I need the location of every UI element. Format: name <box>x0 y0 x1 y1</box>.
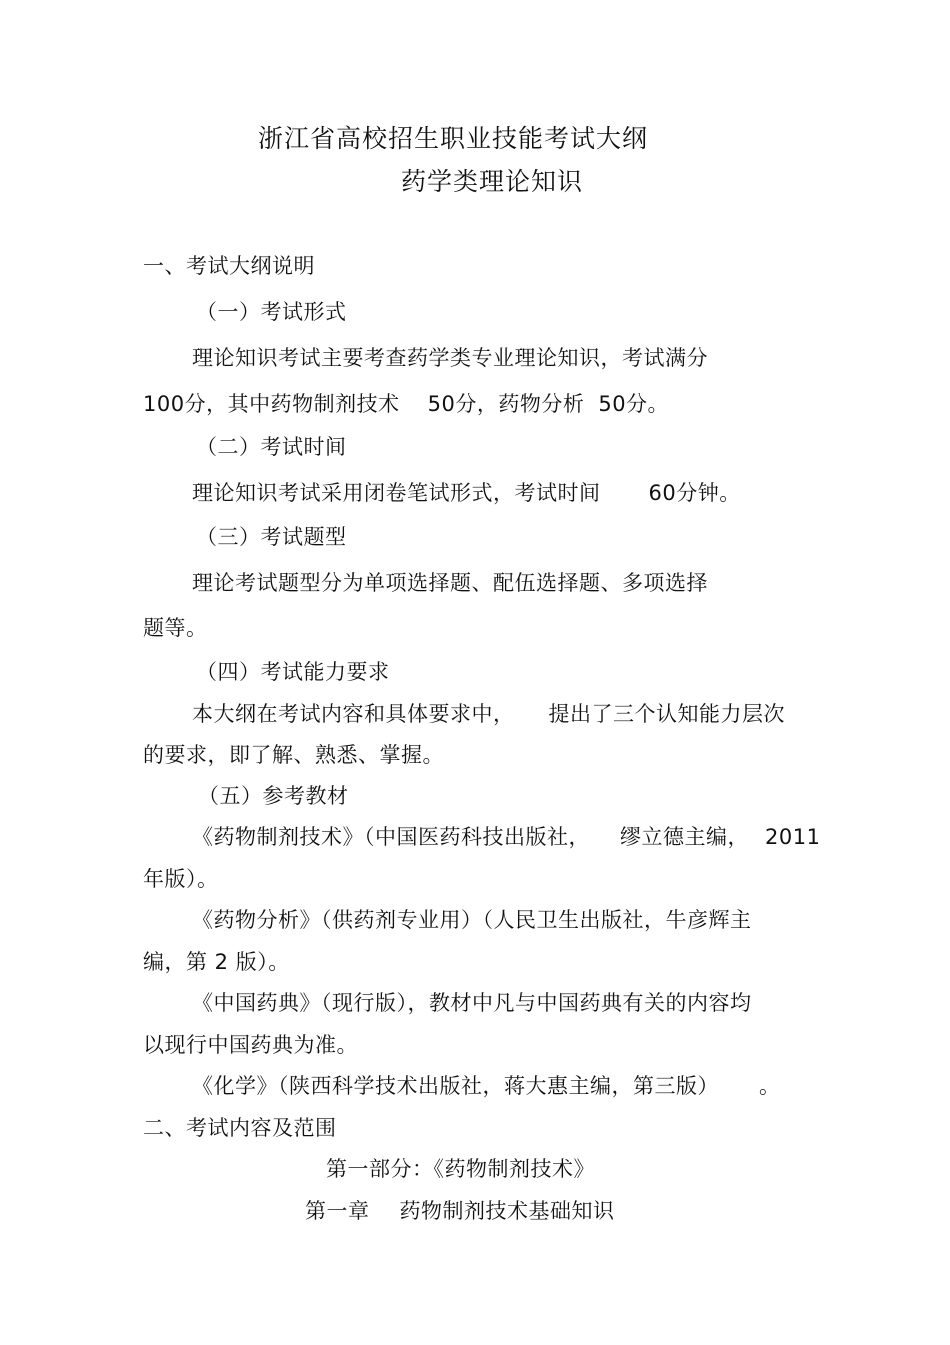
text-run: 60分钟。 <box>648 481 741 505</box>
paragraph-line <box>192 479 741 507</box>
subheading-question-types: （三）考试题型 <box>196 525 347 549</box>
text-run: 2011 <box>765 825 821 849</box>
paragraph-line: 的要求，即了解、熟悉、掌握。 <box>143 743 444 767</box>
document-subtitle: 药学类理论知识 <box>401 167 584 196</box>
text-run: 缪立德主编， <box>620 825 749 849</box>
document-title: 浙江省高校招生职业技能考试大纲 <box>258 124 649 153</box>
text-run: 提出了三个认知能力层次 <box>548 702 785 726</box>
subheading-ability: （四）考试能力要求 <box>196 660 390 684</box>
paragraph-line: 《中国药典》（现行版），教材中凡与中国药典有关的内容均 <box>192 991 752 1015</box>
paragraph-line: 《药物分析》（供药剂专业用）（人民卫生出版社，牛彦辉主 <box>192 908 752 932</box>
text-run: 《化学》（陕西科学技术出版社，蒋大惠主编，第三版） <box>192 1074 719 1098</box>
paragraph-line <box>192 823 820 851</box>
section-heading-2: 二、考试内容及范围 <box>143 1116 337 1140</box>
paragraph-line <box>192 700 785 728</box>
text-run: 。 <box>759 1074 781 1098</box>
text-run: 《药物制剂技术》（中国医药科技出版社， <box>192 825 590 849</box>
paragraph-line <box>192 1072 781 1100</box>
text-run: 本大纲在考试内容和具体要求中， <box>192 702 515 726</box>
paragraph-line: 年版）。 <box>143 867 219 891</box>
subheading-exam-form: （一）考试形式 <box>196 300 347 324</box>
section-heading-1: 一、考试大纲说明 <box>143 254 315 278</box>
paragraph-line: 理论知识考试主要考查药学类专业理论知识，考试满分 <box>192 346 708 370</box>
text-run: 理论知识考试采用闭卷笔试形式，考试时间 <box>192 481 601 505</box>
paragraph-line: 理论考试题型分为单项选择题、配伍选择题、多项选择 <box>192 571 708 595</box>
text-run: 50分。 <box>598 392 670 416</box>
chapter-heading <box>305 1197 615 1225</box>
paragraph-line: 以现行中国药典为准。 <box>143 1033 358 1057</box>
subheading-exam-time: （二）考试时间 <box>196 435 347 459</box>
subheading-textbooks: （五）参考教材 <box>198 784 349 808</box>
paragraph-line: 题等。 <box>143 616 208 640</box>
paragraph-line <box>143 390 669 418</box>
text-run: 100分，其中药物制剂技术 <box>143 392 400 416</box>
text-run: 药物制剂技术基础知识 <box>399 1199 615 1223</box>
paragraph-line: 编，第 2 版）。 <box>143 950 290 974</box>
text-run: 第一章 <box>305 1199 370 1223</box>
part-heading: 第一部分：《药物制剂技术》 <box>326 1157 595 1181</box>
text-run: 50分，药物分析 <box>427 392 585 416</box>
